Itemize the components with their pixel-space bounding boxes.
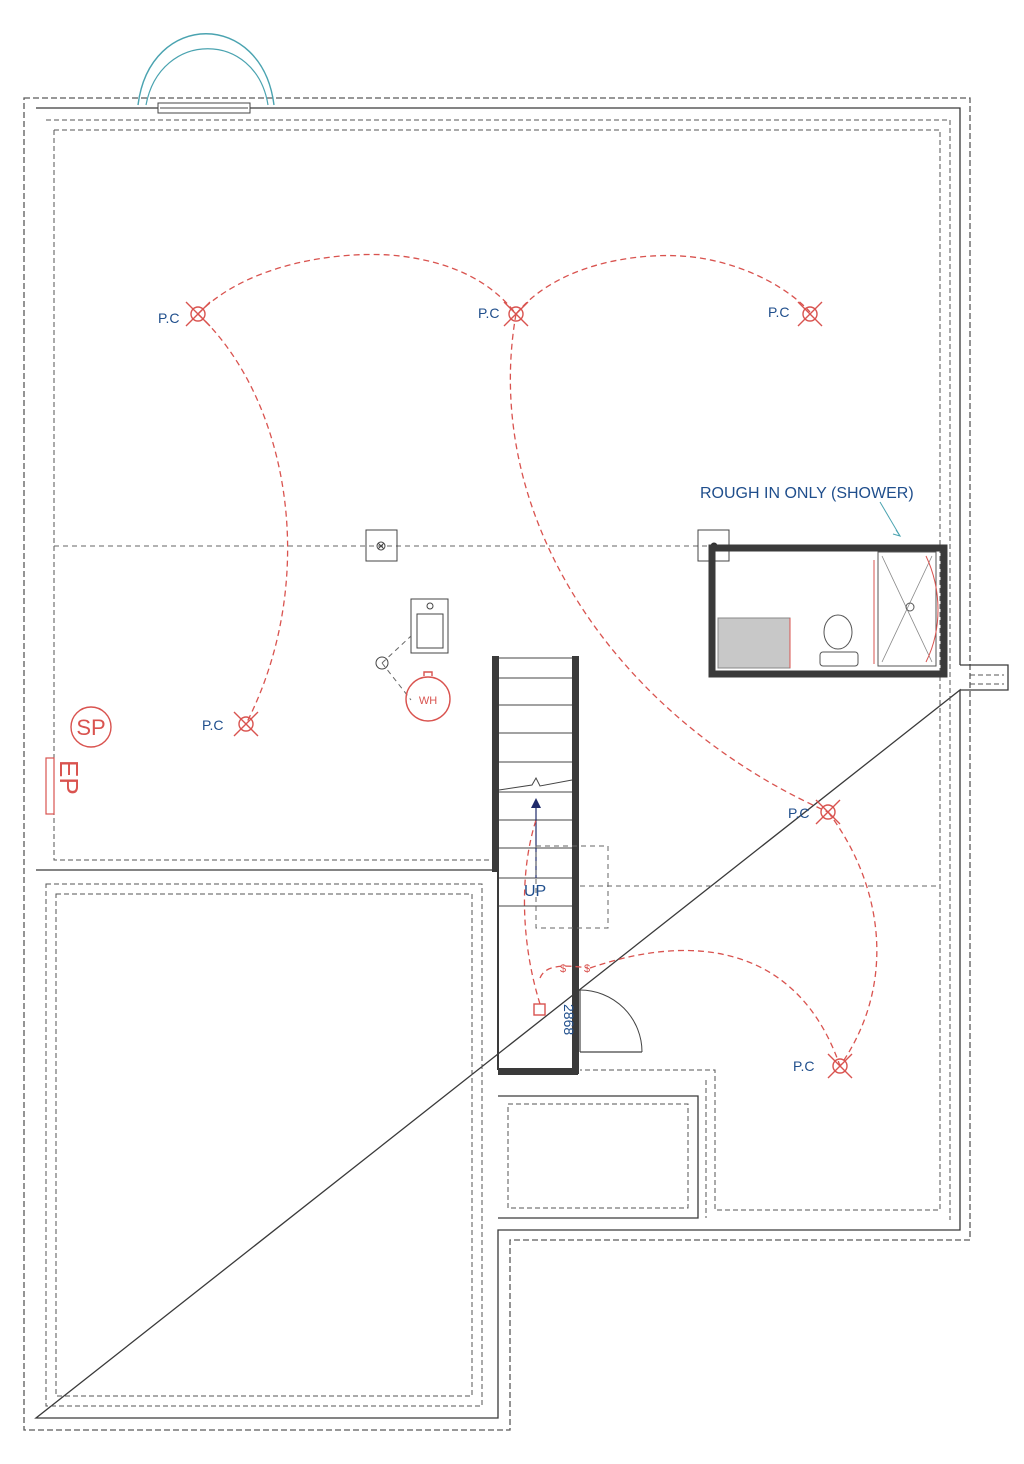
electrical-panel-label: EP: [54, 760, 84, 795]
pc-label-2: P.C: [478, 305, 500, 321]
svg-text:$: $: [560, 963, 567, 975]
water-heater-label: WH: [418, 695, 438, 707]
water-heater: [406, 672, 450, 721]
rough-in-label: ROUGH IN ONLY (SHOWER): [700, 485, 914, 502]
ceiling-light-6: [793, 1054, 852, 1078]
svg-text:$: $: [584, 963, 591, 975]
window-top: [138, 34, 274, 113]
switch-box: [534, 1004, 545, 1015]
ceiling-light-5: [788, 800, 840, 824]
bathroom-rough-in: [712, 548, 944, 674]
pc-label-1: P.C: [158, 310, 180, 326]
ceiling-light-3: [768, 302, 822, 326]
ceiling-light-1: [158, 302, 210, 326]
pc-label-3: P.C: [768, 304, 790, 320]
electrical-panel: [46, 758, 84, 814]
ceiling-light-2: [478, 302, 528, 326]
staircase: [492, 656, 608, 1075]
sump-pump-label: SP: [76, 715, 106, 740]
pc-label-4: P.C: [202, 717, 224, 733]
sump-pump: [71, 707, 111, 747]
door-code-label: 2868: [561, 1004, 577, 1036]
exterior-walls: [24, 98, 1008, 1430]
pc-label-5: P.C: [788, 805, 810, 821]
stairs-up-label: UP: [524, 883, 547, 900]
pc-label-6: P.C: [793, 1058, 815, 1074]
